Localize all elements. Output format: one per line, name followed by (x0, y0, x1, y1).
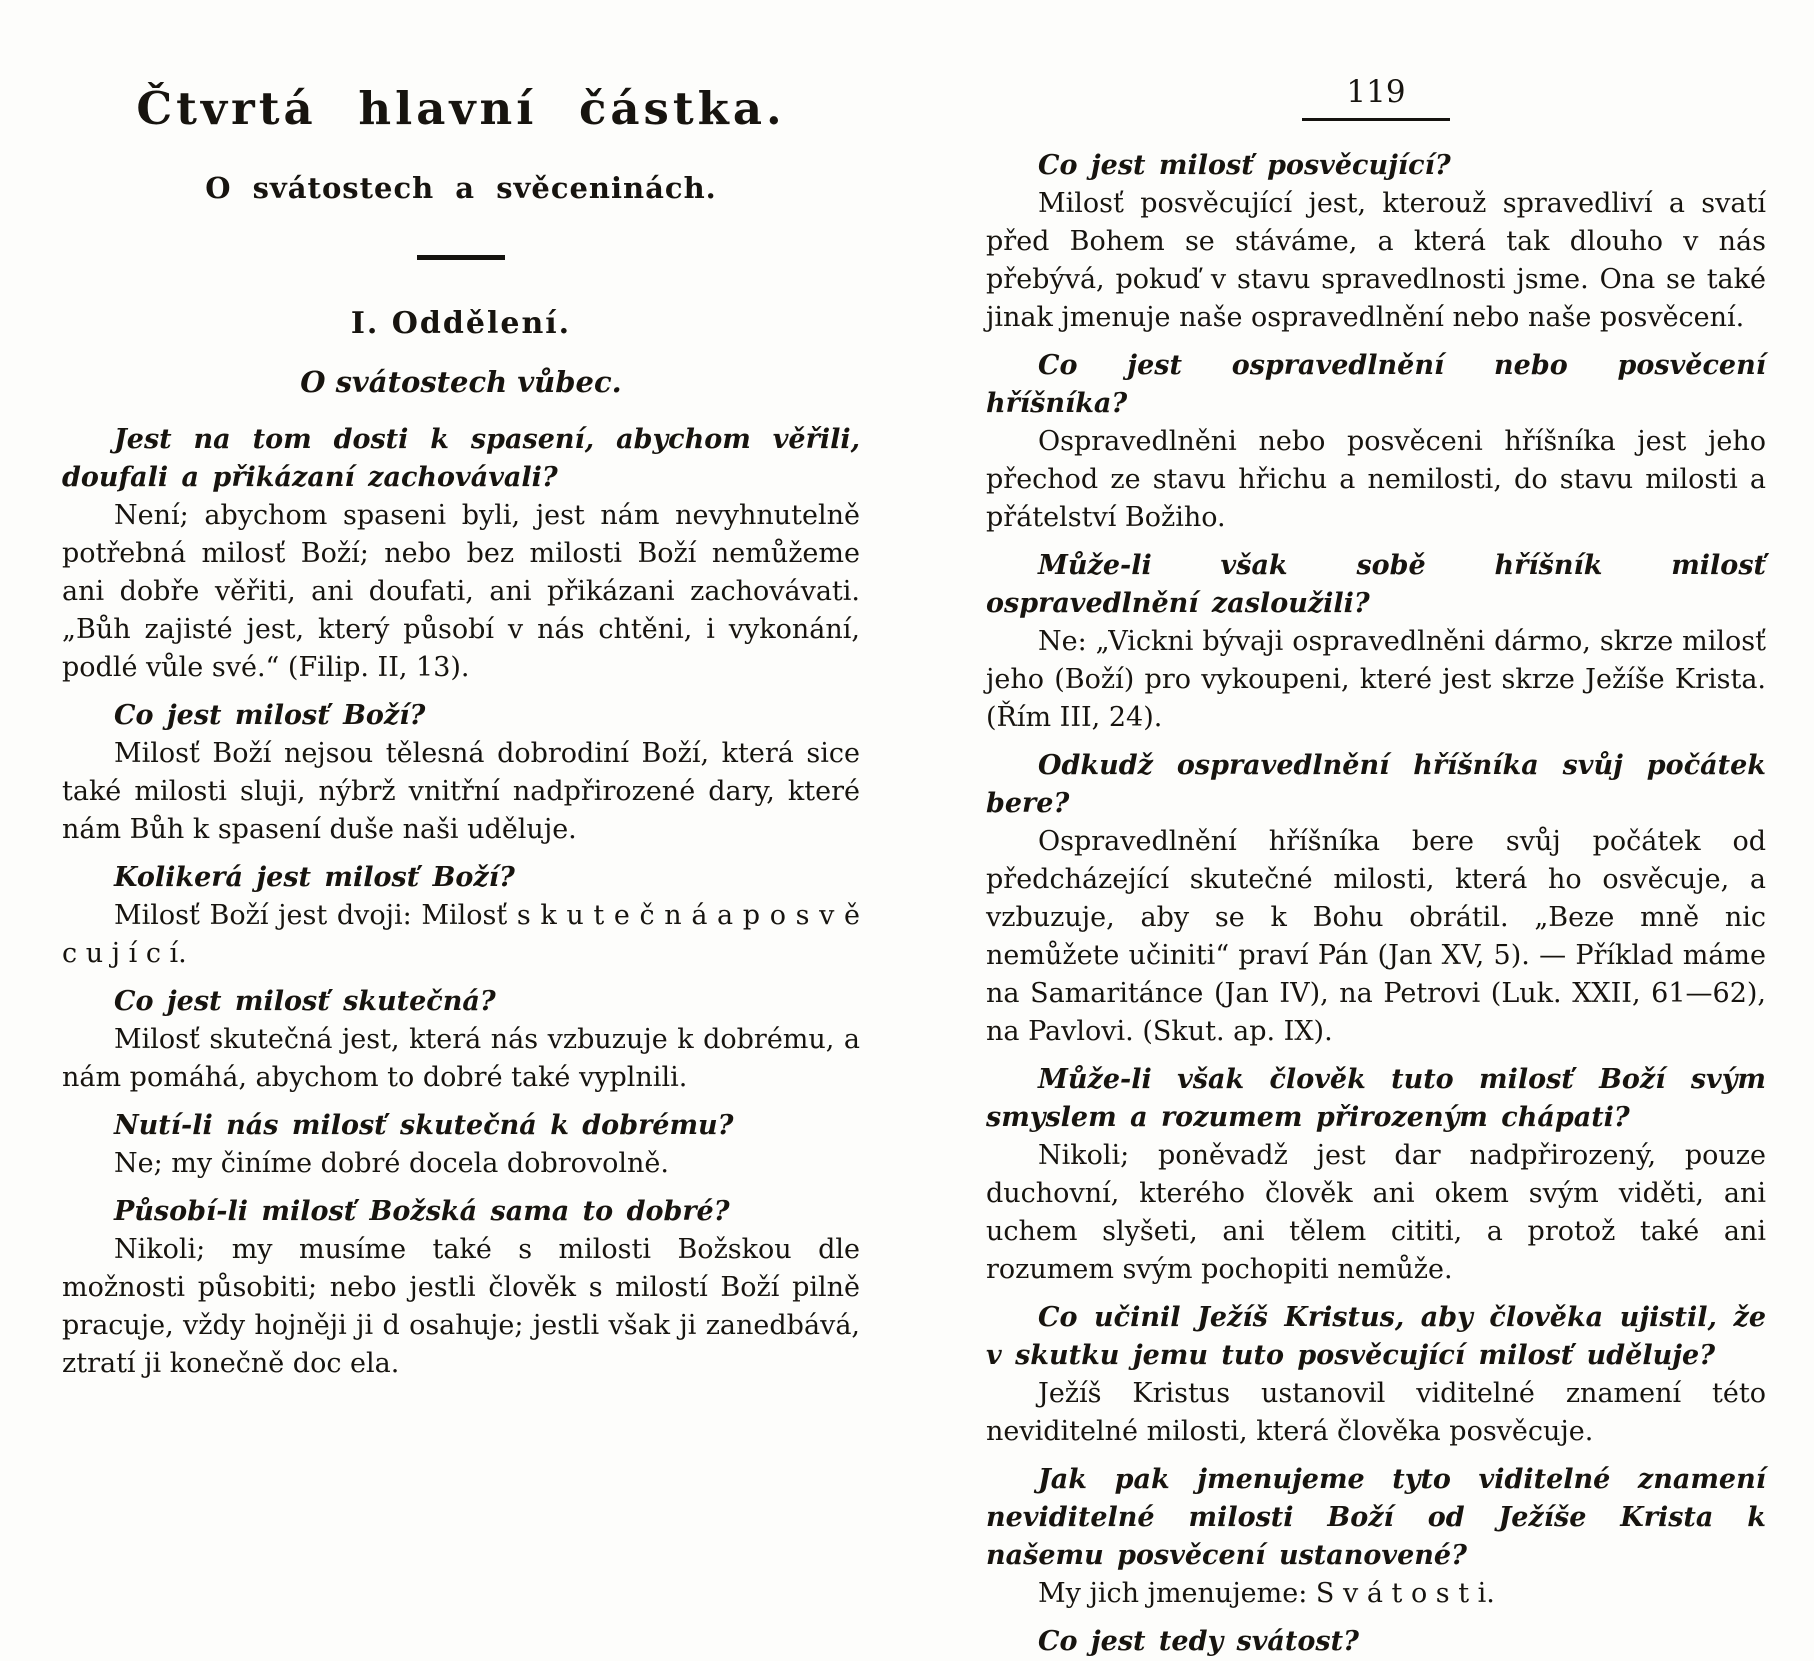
answer-text: Ospravedlnění hříšníka bere svůj počátek od předcházející skutečné milosti, která ho osvěcuje, a vzbuzuje, aby se k Bohu obrátil. „Beze mně nic nemůžete učiniti“ praví Pán (Jan XV, 5). — Příklad máme na Samaritánce (Jan IV), na Petrovi (Luk. XXII, 61—62), na Pavlovi. (Skut. ap. IX). (986, 826, 1766, 1047)
section-heading: I. Oddělení. (350, 306, 572, 341)
answer-text: Ne; my činíme dobré docela dobrovolně. (114, 1148, 669, 1179)
question-text: Odkudž ospravedlnění hříšníka svůj počátek bere? (986, 750, 1766, 819)
question-text: Nutí-li nás milosť skutečná k dobrému? (114, 1110, 734, 1141)
question-text: Působí-li milosť Božská sama to dobré? (114, 1196, 730, 1227)
answer-text: My jich jmenujeme: S v á t o s t i. (1038, 1578, 1495, 1609)
answer-text: Milosť posvěcující jest, kterouž spravedliví a svatí před Bohem se stáváme, a která tak dlouho v nás přebývá, pokuď v stavu spravedlnosti jsme. Ona se také jinak jmenuje naše ospravedlnění nebo naše posvěcení. (986, 188, 1766, 333)
page-number: 119 (1302, 74, 1449, 121)
question-text: Co jest ospravedlnění nebo posvěcení hříšníka? (986, 350, 1766, 419)
answer-text: Nikoli; my musíme také s milosti Božskou dle možnosti působiti; nebo jestli člověk s milostí Boží pilně pracuje, vždy hojněji ji d osahuje; jestli však ji zanedbává, ztratí ji konečně doc ela. (62, 1234, 860, 1379)
answer-text: Ospravedlněni nebo posvěceni hříšníka jest jeho přechod ze stavu hřichu a nemilosti, do stavu milosti a přátelství Božiho. (986, 426, 1766, 533)
chapter-subtitle: O svátostech a svěceninách. (205, 171, 717, 205)
question-text: Může-li však člověk tuto milosť Boží svým smyslem a rozumem přirozeným chápati? (986, 1064, 1766, 1133)
answer-text: Milosť Boží jest dvoji: Milosť s k u t e č n á a p o s v ě c u j í c í. (62, 900, 860, 969)
answer-text: Nikoli; poněvadž jest dar nadpřirozený, pouze duchovní, kterého člověk ani okem svým viděti, ani uchem slyšeti, ani tělem cititi, a protož také ani rozumem svým pochopiti nemůže. (986, 1140, 1766, 1285)
right-page (986, 58, 1766, 1661)
question-text: Co jest milosť Boží? (114, 700, 426, 731)
chapter-title: Čtvrtá hlavní částka. (136, 82, 786, 135)
answer-text: Milosť Boží nejsou tělesná dobrodiní Boží, která sice také milosti sluji, nýbrž vnitřní nadpřirozené dary, které nám Bůh k spasení duše naši uděluje. (62, 738, 860, 845)
qa-list-right (986, 147, 1766, 1661)
question-text: Co jest milosť posvěcující? (1038, 150, 1451, 181)
question-text: Co jest tedy svátost? (1038, 1626, 1359, 1657)
left-page (62, 72, 860, 1383)
answer-text: Ne: „Vickni bývaji ospravedlněni dármo, skrze milosť jeho (Boží) pro vykoupeni, které jest skrze Ježíše Krista. (Řím III, 24). (986, 626, 1766, 733)
section-subheading: O svátostech vůbec. (300, 365, 622, 399)
divider-rule (417, 255, 505, 260)
page-number-wrap (986, 74, 1766, 121)
qa-list-left (62, 421, 860, 1383)
question-text: Může-li však sobě hříšník milosť ospravedlnění zasloužili? (986, 550, 1766, 619)
question-text: Co učinil Ježíš Kristus, aby člověka ujistil, že v skutku jemu tuto posvěcující milosť uděluje? (986, 1302, 1766, 1371)
question-text: Co jest milosť skutečná? (114, 986, 496, 1017)
question-text: Kolikerá jest milosť Boží? (114, 862, 515, 893)
question-text: Jak pak jmenujeme tyto viditelné znamení neviditelné milosti Boží od Ježíše Krista k našemu posvěcení ustanovené? (986, 1464, 1766, 1571)
answer-text: Ježíš Kristus ustanovil viditelné znamení této neviditelné milosti, která člověka posvěcuje. (986, 1378, 1766, 1447)
question-text: Jest na tom dosti k spasení, abychom věřili, doufali a přikázaní zachovávali? (62, 424, 860, 493)
answer-text: Milosť skutečná jest, která nás vzbuzuje k dobrému, a nám pomáhá, abychom to dobré také vyplnili. (62, 1024, 860, 1093)
answer-text: Není; abychom spaseni byli, jest nám nevyhnutelně potřebná milosť Boží; nebo bez milosti Boží nemůžeme ani dobře věřiti, ani doufati, ani přikázani zachovávati. „Bůh zajisté jest, který působí v nás chtěni, i vykonání, podlé vůle své.“ (Filip. II, 13). (62, 500, 860, 683)
